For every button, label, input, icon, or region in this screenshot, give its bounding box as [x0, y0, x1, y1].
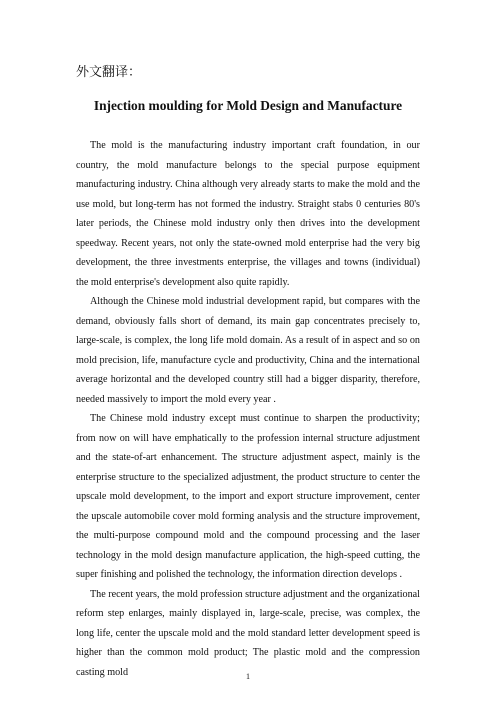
- section-heading: 外文翻译：: [76, 65, 142, 80]
- paragraph: The recent years, the mold profession structure adjustment and the organizational reform step enlarges, mainly displayed in, large-scale, precise, was complex, the long life, center the upscale mold and the mold standard letter development speed is higher than the common mold product; The plastic mold and the compression casting mold: [76, 588, 420, 678]
- paragraph: Although the Chinese mold industrial development rapid, but compares with the demand, obviously falls short of demand, its main gap concentrates precisely to, large-scale, is complex, the long life mold domain. As a result of in aspect and so on mold precision, life, manufacture cycle and productivity, China and the international average horizontal and the developed country still had a bigger disparity, therefore, needed massively to import the mold every year .: [76, 296, 420, 405]
- document-title: Injection moulding for Mold Design and Manufacture: [93, 98, 403, 113]
- page-number: 1: [246, 672, 250, 681]
- body-text: [76, 136, 420, 682]
- paragraph: The mold is the manufacturing industry important craft foundation, in our country, the mold manufacture belongs to the special purpose equipment manufacturing industry. China although very already starts to make the mold and the use mold, but long-term has not formed the industry. Straight stabs 0 centuries 80's later periods, the Chinese mold industry only then drives into the development speedway. Recent years, not only the state-owned mold enterprise had the very big development, the three investments enterprise, the villages and towns (individual) the mold enterprise's development also quite rapidly.: [76, 140, 420, 288]
- paragraph: The Chinese mold industry except must continue to sharpen the productivity; from now on will have emphatically to the profession internal structure adjustment and the state-of-art enhancement. The structure adjustment aspect, mainly is the enterprise structure to the specialized adjustment, the product structure to center the upscale mold development, to the import and export structure improvement, center the upscale automobile cover mold forming analysis and the structure improvement, the multi-purpose compound mold and the compound processing and the laser technology in the mold design manufacture application, the high-speed cutting, the super finishing and polished the technology, the information direction develops .: [76, 413, 420, 580]
